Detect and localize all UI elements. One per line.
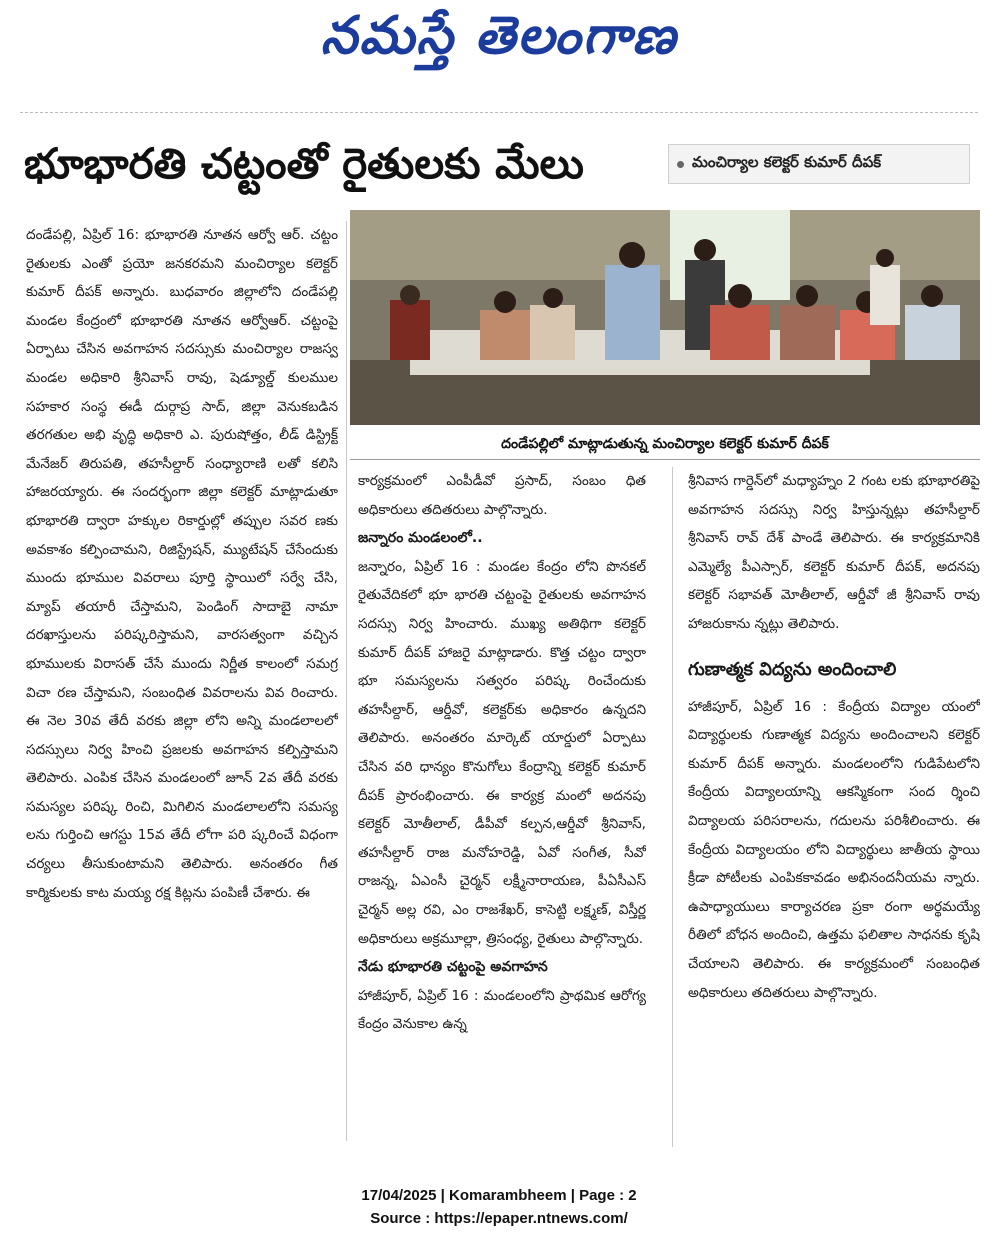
left-column [26,221,338,1141]
article-paragraph: శ్రీనివాస గార్డెన్‌లో మధ్యాహ్నం 2 గంట లకు భూభారతిపై అవగాహన సదస్సు నిర్వ హిస్తున్నట్లు తహసీల్దార్ శ్రీనివాస్ రావ్ దేశ్ పాండే తెలిపారు. ఈ కార్యక్రమానికి ఎమ్మెల్యే పీఎస్సార్, కలెక్టర్ కుమార్ దీపక్, అదనపు కలెక్టర్ సభావత్ మోతీలాల్, ఆర్డీవో జీ శ్రీనివాస్ రావు హాజరుకాను న్నట్లు తెలిపారు. [688,473,980,632]
caption-divider [350,459,980,460]
section-heading: గుణాత్మక విద్యను అందించాలి [688,658,897,680]
article-paragraph: కార్యక్రమంలో ఎంపీడీవో ప్రసాద్, సంబం ధిత అధికారులు తదితరులు పాల్గొన్నారు. [358,473,646,518]
article-paragraph: దండేపల్లి, ఏప్రిల్ 16: భూభారతి నూతన ఆర్వో ఆర్. చట్టం రైతులకు ఎంతో ప్రయో జనకరమని మంచిర్యాల కలెక్టర్ కుమార్ దీపక్ అన్నారు. బుధవారం జిల్లాలోని దండేపల్లి మండల కేంద్రంలో భూభారతి నూతన ఆర్వోఆర్. చట్టంపై ఏర్పాటు చేసిన అవగాహన సదస్సుకు మంచిర్యాల రాజస్వ మండల అధికారి శ్రీనివాస్ రావు, షెడ్యూల్డ్ కులముల సహకార సంస్థ ఈడీ దుర్గాప్ర సాద్, జిల్లా వెనుకబడిన తరగతుల అభి వృద్ధి అధికారి ఎ. పురుషోత్తం, లీడ్ డిస్ట్రిక్ట్ మేనేజర్ తిరుపతి, తహసీల్దార్ సంధ్యారాణి లతో కలిసి హాజరయ్యారు. ఈ సందర్భంగా జిల్లా కలెక్టర్ మాట్లాడుతూ భూభారతి ద్వారా హక్కుల రికార్డుల్లో తప్పుల సవర ణకు అవకాశం కల్పించామని, రిజిస్ట్రేషన్, మ్యుటేషన్ చేసేందుకు ముందు భూముల వివరాలు పూర్తి స్థాయిలో సర్వే చేసి, మ్యాప్ తయారీ చేస్తామని, పెండింగ్ సాదాబై నామా దరఖాస్తులను పరిష్కరిస్తామని, వారసత్వంగా వచ్చిన భూములకు విరాసత్ చేసే ముందు నిర్ణీత కాలంలో సమగ్ర విచా రణ చేస్తామని, సంబంధిత వివరాలను వివ రించారు. ఈ నెల 30వ తేదీ వరకు జిల్లా లోని అన్ని మండలాలలో సదస్సులు నిర్వ హించి ప్రజలకు అవగాహన కల్పిస్తామని తెలిపారు. ఎంపిక చేసిన మండలంలో జూన్ 2వ తేదీ వరకు సమస్యల పరిష్క రించి, మిగిలిన మండలాలలోని సమస్య లను గుర్తించి ఆగస్టు 15వ తేదీ లోగా పరి ష్కరించే విధంగా చర్యలు తీసుకుంటామని తెలిపారు. అనంతరం గీత కార్మికులకు కాట మయ్య రక్ష కిట్లను పంపిణీ చేశారు. ఈ [26,227,338,901]
article-photo [350,210,980,425]
byline-text: మంచిర్యాల కలెక్టర్ కుమార్ దీపక్ [692,153,882,171]
column-divider [346,221,347,1141]
subheading: జన్నారం మండలంలో.. [358,530,483,547]
newspaper-logo: నమస్తే తెలంగాణ [320,6,678,66]
byline-box [668,144,970,184]
column-divider [672,467,673,1147]
footer-date-edition: 17/04/2025 | Komarambheem | Page : 2 [361,1187,637,1204]
right-column [688,467,980,1147]
collector-meeting-photo [350,210,980,425]
article-headline: భూభారతి చట్టంతో రైతులకు మేలు [24,139,584,188]
footer-source: Source : https://epaper.ntnews.com/ [370,1210,628,1227]
subheading: నేడు భూభారతి చట్టంపై అవగాహన [358,959,548,976]
article-paragraph: జన్నారం, ఏప్రిల్ 16 : మండల కేంద్రం లోని పొనకల్ రైతువేదికలో భూ భారతి చట్టంపై రైతులకు అవగాహన సదస్సు నిర్వ హించారు. ముఖ్య అతిథిగా కలెక్టర్ కుమార్ దీపక్ హాజరై మాట్లాడారు. కొత్త చట్టం ద్వారా భూ సమస్యలను సత్వరం పరిష్క రించేందుకు తహసీల్దార్, ఆర్డీవో, కలెక్టర్‌కు అధికారం ఉన్నదని తెలిపారు. అనంతరం మార్కెట్ యార్డులో ఏర్పాటు చేసిన వరి ధాన్యం కొనుగోలు కేంద్రాన్ని కలెక్టర్ కుమార్ దీపక్ ప్రారంభించారు. ఈ కార్యక్ర మంలో అదనపు కలెక్టర్ మోతీలాల్, డీపీవో కల్పన,ఆర్డీవో శ్రీనివాస్, తహసీల్దార్ రాజ మనోహరెడ్డి, ఏవో సంగీత, సీవో రాజన్న, ఏఎంసీ చైర్మన్ లక్ష్మీనారాయణ, పీఏసీఎస్ చైర్మన్ అల్ల రవి, ఎం రాజశేఖర్, కాసెట్టి లక్ష్మణ్, విస్తీర్ణ అధికారులు అక్రమూల్లా, త్రిసంధ్య, రైతులు పాల్గొన్నారు. [358,558,646,947]
bullet-icon [677,161,684,168]
photo-caption: దండేపల్లిలో మాట్లాడుతున్న మంచిర్యాల కలెక్టర్ కుమార్ దీపక్ [501,436,829,452]
article-paragraph: హాజీపూర్, ఏప్రిల్ 16 : కేంద్రీయ విద్యాల యంలో విద్యార్థులకు గుణాత్మక విద్యను అందించాలని కలెక్టర్ కుమార్ దీపక్ అన్నారు. మండలంలోని గుడిపేటలోని కేంద్రీయ విద్యాలయాన్ని ఆకస్మికంగా సంద ర్శించి విద్యాలయ పరిసరాలను, గదులను పరిశీలించారు. ఈ కేంద్రీయ విద్యాలయం లోని విద్యార్థులు జాతీయ స్థాయి క్రీడా పోటీలకు ఎంపికకావడం అభినందనీయమ న్నారు. ఉపాధ్యాయులు కార్యాచరణ ప్రకా రంగా అర్థమయ్యే రీతిలో బోధన అందించి, ఉత్తమ ఫలితాల సాధనకు కృషి చేయాలని తెలిపారు. ఈ కార్యక్రమంలో సంబంధిత అధికారులు తదితరులు పాల్గొన్నారు. [688,698,980,1001]
clipping-edge [20,98,978,113]
masthead [0,0,998,96]
article-paragraph: హాజీపూర్, ఏప్రిల్ 16 : మండలంలోని ప్రాథమిక ఆరోగ్య కేంద్రం వెనుకాల ఉన్న [358,987,646,1033]
middle-column [358,467,646,1147]
